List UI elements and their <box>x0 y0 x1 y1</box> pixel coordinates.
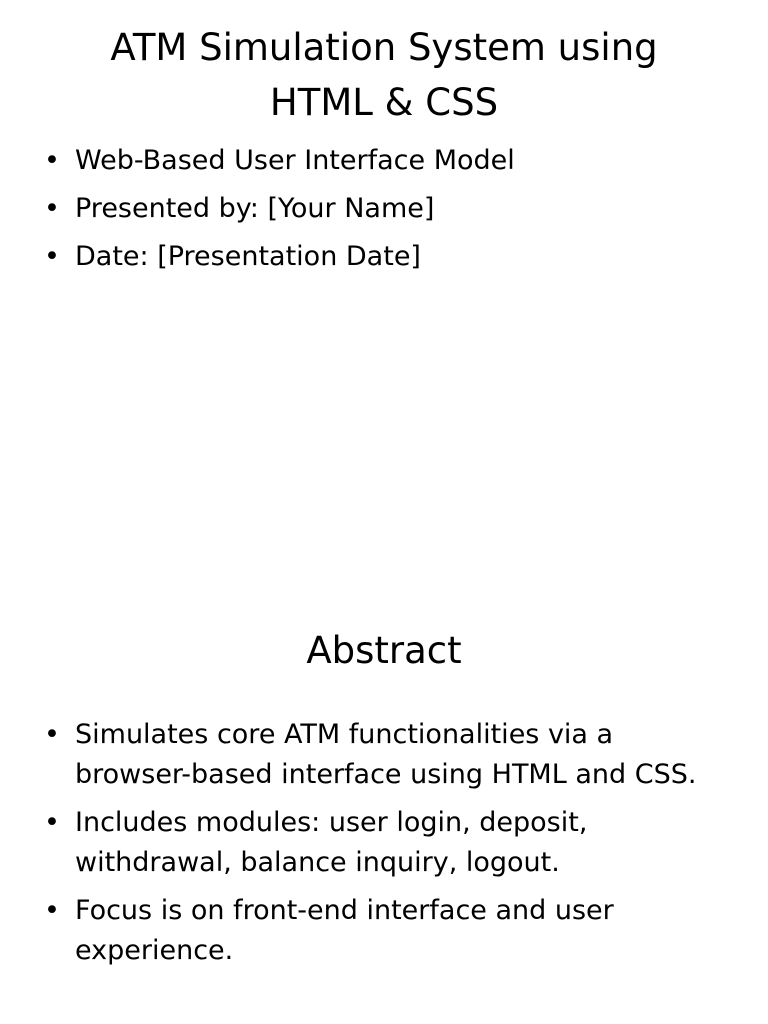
slide-title: ATM Simulation System using HTML & CSS <box>110 26 658 124</box>
bullet-text: Date: [Presentation Date] <box>75 241 421 272</box>
bullet-list <box>40 137 728 281</box>
slide-title: Abstract <box>306 629 462 672</box>
bullet-text: Web-Based User Interface Model <box>75 145 515 176</box>
bullet-item <box>40 185 728 233</box>
bullet-item <box>40 233 728 281</box>
bullet-dot-icon: • <box>44 807 60 838</box>
bullet-list <box>40 715 728 979</box>
bullet-dot-icon: • <box>44 719 60 750</box>
bullet-item <box>40 715 728 795</box>
bullet-dot-icon: • <box>44 895 60 926</box>
bullet-text: Presented by: [Your Name] <box>75 193 435 224</box>
bullet-dot-icon: • <box>44 241 60 272</box>
bullet-item <box>40 803 728 883</box>
bullet-text: Simulates core ATM functionalities via a browser-based interface using HTML and CSS. <box>75 719 697 790</box>
bullet-text: Includes modules: user login, deposit, withdrawal, balance inquiry, logout. <box>75 807 588 878</box>
slide-abstract <box>0 512 768 1024</box>
bullet-dot-icon: • <box>44 145 60 176</box>
bullet-dot-icon: • <box>44 193 60 224</box>
bullet-item <box>40 891 728 971</box>
bullet-item <box>40 137 728 185</box>
bullet-text: Focus is on front-end interface and user experience. <box>75 895 614 966</box>
